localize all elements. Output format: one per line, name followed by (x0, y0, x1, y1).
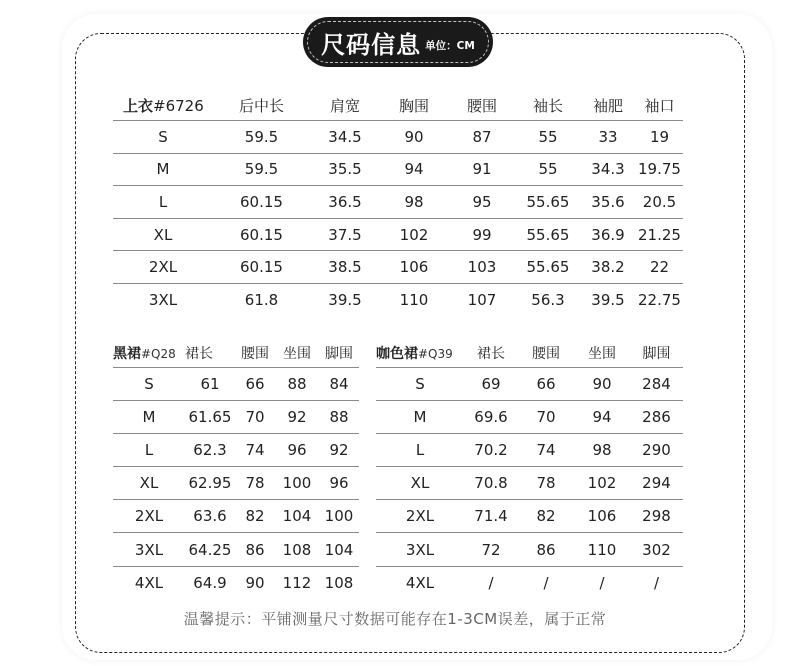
unit-label: 单位：CM (425, 39, 475, 52)
measurement-cell: 96 (319, 467, 359, 500)
measurement-cell: 110 (380, 283, 448, 315)
table-row (376, 500, 683, 533)
size-cell: S (113, 121, 213, 154)
column-header: 脚围 (325, 345, 353, 362)
black-skirt-label-cn: 黑裙 (113, 345, 141, 362)
measurement-cell: 59.5 (213, 121, 310, 154)
column-header: 腰围 (466, 97, 497, 115)
title-badge (303, 17, 493, 67)
measurement-cell: 112 (275, 566, 319, 599)
black-skirt-size-table (113, 338, 359, 599)
page-title: 尺码信息 (321, 30, 422, 59)
top-label-cn: 上衣 (123, 97, 154, 115)
size-cell: L (113, 434, 185, 467)
measurement-cell: 90 (380, 121, 448, 154)
measurement-cell: 19 (636, 121, 683, 154)
size-cell: S (113, 368, 185, 401)
top-size-table (113, 91, 683, 316)
column-header: 坐围 (588, 345, 616, 362)
measurement-cell: 69 (464, 368, 518, 401)
table-row (113, 467, 359, 500)
measurement-cell: 35.5 (310, 153, 380, 186)
measurement-cell: 87 (448, 121, 516, 154)
measurement-cell: 74 (235, 434, 275, 467)
table-row (376, 401, 683, 434)
measurement-cell: 84 (319, 368, 359, 401)
measurement-cell: 74 (518, 434, 574, 467)
measurement-cell: 106 (380, 251, 448, 284)
measurement-cell: 108 (319, 566, 359, 599)
brown-skirt-size-table (376, 338, 683, 599)
measurement-cell: 100 (319, 500, 359, 533)
size-cell: L (376, 434, 464, 467)
table-row (113, 500, 359, 533)
column-header: 胸围 (398, 97, 429, 115)
size-cell: S (376, 368, 464, 401)
table-row (113, 186, 683, 219)
measurement-cell: 39.5 (580, 283, 636, 315)
measurement-cell: 104 (319, 533, 359, 566)
measurement-cell: 55.65 (516, 186, 580, 219)
measurement-cell: 55.65 (516, 218, 580, 251)
measurement-cell: 102 (380, 218, 448, 251)
measurement-cell: 63.6 (185, 500, 235, 533)
measurement-cell: 56.3 (516, 283, 580, 315)
size-cell: 4XL (376, 566, 464, 599)
measurement-cell: 20.5 (636, 186, 683, 219)
measurement-cell: 88 (319, 401, 359, 434)
measurement-cell: 100 (275, 467, 319, 500)
measurement-cell: 107 (448, 283, 516, 315)
size-cell: M (113, 401, 185, 434)
column-header: 袖长 (532, 97, 563, 115)
column-header: 坐围 (283, 345, 311, 362)
measurement-cell: 38.5 (310, 251, 380, 284)
top-label-code: #6726 (153, 97, 204, 115)
table-header (113, 338, 359, 368)
measurement-cell: 86 (518, 533, 574, 566)
measurement-cell: 286 (630, 401, 683, 434)
table-row (113, 251, 683, 284)
table-header (113, 91, 683, 121)
table-row (113, 566, 359, 599)
measurement-cell: 33 (580, 121, 636, 154)
measurement-cell: 37.5 (310, 218, 380, 251)
size-cell: 2XL (113, 251, 213, 284)
measurement-cell: 61.8 (213, 283, 310, 315)
size-cell: L (113, 186, 213, 219)
size-cell: M (376, 401, 464, 434)
brown-skirt-label (376, 338, 464, 368)
measurement-cell: 72 (464, 533, 518, 566)
measurement-cell: 70 (235, 401, 275, 434)
size-cell: 2XL (113, 500, 185, 533)
measurement-cell: 39.5 (310, 283, 380, 315)
measurement-cell: 94 (574, 401, 630, 434)
measurement-cell: 38.2 (580, 251, 636, 284)
size-cell: XL (113, 218, 213, 251)
measurement-cell: 78 (235, 467, 275, 500)
size-cell: XL (376, 467, 464, 500)
measurement-cell: 90 (235, 566, 275, 599)
measurement-cell: 90 (574, 368, 630, 401)
measurement-cell: 66 (235, 368, 275, 401)
measurement-cell: 22 (636, 251, 683, 284)
measurement-cell: 61.65 (185, 401, 235, 434)
measurement-cell: 82 (235, 500, 275, 533)
measurement-cell: 86 (235, 533, 275, 566)
table-row (113, 218, 683, 251)
measurement-cell: 106 (574, 500, 630, 533)
measurement-cell: / (464, 566, 518, 599)
column-header: 后中长 (238, 97, 284, 115)
measurement-cell: 71.4 (464, 500, 518, 533)
measurement-cell: 60.15 (213, 218, 310, 251)
top-label (113, 91, 213, 121)
size-cell: 3XL (376, 533, 464, 566)
table-row (113, 401, 359, 434)
brown-skirt-label-cn: 咖色裙 (376, 345, 418, 362)
measurement-cell: 64.25 (185, 533, 235, 566)
column-header: 裙长 (185, 345, 213, 362)
table-row (113, 283, 683, 315)
measurement-cell: 104 (275, 500, 319, 533)
measurement-cell: 36.5 (310, 186, 380, 219)
size-cell: 2XL (376, 500, 464, 533)
measurement-cell: 99 (448, 218, 516, 251)
column-header: 肩宽 (329, 97, 360, 115)
size-cell: 3XL (113, 533, 185, 566)
table-row (376, 434, 683, 467)
size-cell: 3XL (113, 283, 213, 315)
measurement-cell: 102 (574, 467, 630, 500)
table-row (113, 533, 359, 566)
measurement-cell: 70 (518, 401, 574, 434)
measurement-cell: 294 (630, 467, 683, 500)
measurement-cell: 59.5 (213, 153, 310, 186)
measurement-cell: 60.15 (213, 186, 310, 219)
measurement-cell: 88 (275, 368, 319, 401)
measurement-cell: / (574, 566, 630, 599)
measurement-cell: 95 (448, 186, 516, 219)
column-header: 袖口 (644, 97, 675, 115)
column-header: 腰围 (532, 345, 560, 362)
measurement-cell: 110 (574, 533, 630, 566)
black-skirt-label (113, 338, 185, 368)
measurement-cell: 62.3 (185, 434, 235, 467)
measurement-cell: 61 (185, 368, 235, 401)
black-skirt-label-code: #Q28 (141, 346, 176, 361)
measurement-cell: / (630, 566, 683, 599)
column-header: 腰围 (241, 345, 269, 362)
measurement-cell: 22.75 (636, 283, 683, 315)
measurement-cell: 55.65 (516, 251, 580, 284)
measurement-cell: 108 (275, 533, 319, 566)
measurement-cell: 19.75 (636, 153, 683, 186)
table-row (113, 121, 683, 154)
measurement-cell: 64.9 (185, 566, 235, 599)
measurement-cell: 70.2 (464, 434, 518, 467)
measurement-cell: 92 (275, 401, 319, 434)
measurement-cell: 70.8 (464, 467, 518, 500)
measurement-cell: 290 (630, 434, 683, 467)
table-row (376, 533, 683, 566)
table-body (113, 121, 683, 316)
table-header (376, 338, 683, 368)
measurement-cell: 284 (630, 368, 683, 401)
measurement-cell: 34.5 (310, 121, 380, 154)
measurement-cell: / (518, 566, 574, 599)
size-cell: M (113, 153, 213, 186)
measurement-note: 温馨提示：平铺测量尺寸数据可能存在1-3CM误差，属于正常 (183, 610, 607, 628)
table-row (376, 566, 683, 599)
measurement-cell: 91 (448, 153, 516, 186)
measurement-cell: 298 (630, 500, 683, 533)
measurement-cell: 94 (380, 153, 448, 186)
measurement-cell: 55 (516, 153, 580, 186)
measurement-cell: 302 (630, 533, 683, 566)
size-cell: 4XL (113, 566, 185, 599)
measurement-cell: 92 (319, 434, 359, 467)
measurement-cell: 60.15 (213, 251, 310, 284)
table-row (113, 368, 359, 401)
brown-skirt-label-code: #Q39 (418, 346, 453, 361)
measurement-cell: 34.3 (580, 153, 636, 186)
table-row (376, 368, 683, 401)
measurement-cell: 66 (518, 368, 574, 401)
measurement-cell: 21.25 (636, 218, 683, 251)
measurement-cell: 55 (516, 121, 580, 154)
table-body (376, 368, 683, 599)
table-row (113, 434, 359, 467)
table-row (376, 467, 683, 500)
measurement-cell: 78 (518, 467, 574, 500)
measurement-cell: 36.9 (580, 218, 636, 251)
table-body (113, 368, 359, 599)
column-header: 袖肥 (592, 97, 623, 115)
table-row (113, 153, 683, 186)
measurement-cell: 62.95 (185, 467, 235, 500)
measurement-cell: 35.6 (580, 186, 636, 219)
measurement-cell: 82 (518, 500, 574, 533)
column-header: 裙长 (477, 345, 505, 362)
column-header: 脚围 (642, 345, 671, 362)
measurement-cell: 98 (574, 434, 630, 467)
measurement-cell: 103 (448, 251, 516, 284)
size-cell: XL (113, 467, 185, 500)
measurement-cell: 96 (275, 434, 319, 467)
measurement-cell: 98 (380, 186, 448, 219)
measurement-cell: 69.6 (464, 401, 518, 434)
